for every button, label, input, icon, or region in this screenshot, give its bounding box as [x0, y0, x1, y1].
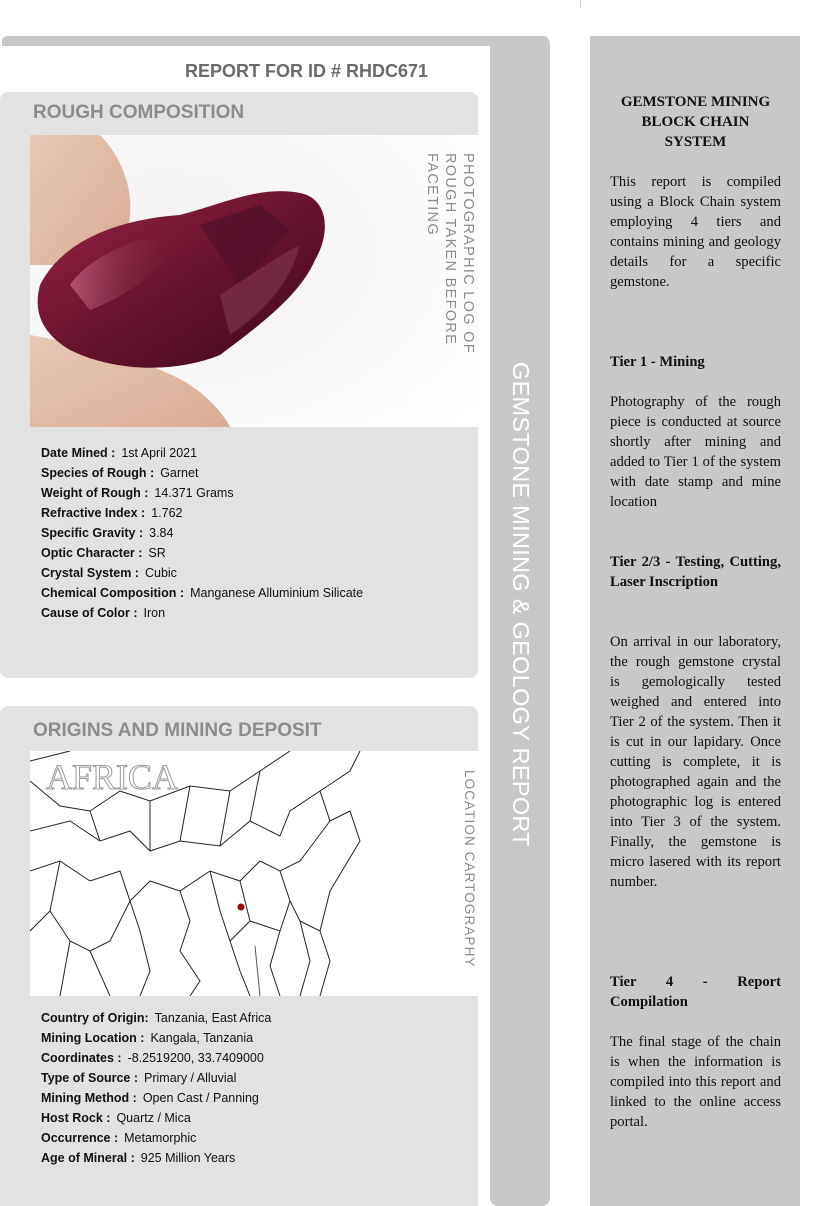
tier4-title: Tier 4 - Report Compilation	[610, 974, 781, 1010]
detail-row	[41, 523, 363, 543]
tier1-title: Tier 1 - Mining	[610, 354, 705, 370]
detail-label: Type of Source :	[41, 1071, 139, 1085]
map-caption	[460, 770, 478, 982]
rough-gemstone-photo	[30, 135, 478, 427]
detail-label: Chemical Composition :	[41, 586, 185, 600]
rough-details-list	[41, 443, 363, 623]
detail-value: Primary / Alluvial	[144, 1071, 237, 1085]
detail-row	[41, 1028, 271, 1048]
detail-label: Specific Gravity :	[41, 526, 144, 540]
detail-row	[41, 1148, 271, 1168]
africa-map-image	[30, 751, 478, 996]
sidebar-heading: GEMSTONE MINING BLOCK CHAIN SYSTEM	[620, 94, 771, 150]
detail-row	[41, 1008, 271, 1028]
photo-caption	[424, 153, 477, 413]
gemstone-photo-image	[30, 135, 478, 427]
detail-row	[41, 1088, 271, 1108]
detail-row	[41, 503, 363, 523]
detail-label: Mining Method :	[41, 1091, 137, 1105]
detail-row	[41, 1108, 271, 1128]
detail-row	[41, 1048, 271, 1068]
detail-label: Date Mined :	[41, 446, 116, 460]
spine-title-text: GEMSTONE MINING & GEOLOGY REPORT	[508, 362, 534, 847]
detail-value: SR	[148, 546, 166, 560]
detail-row	[41, 563, 363, 583]
tier23-title: Tier 2/3 - Testing, Cutting, Laser Inscription	[610, 554, 781, 590]
detail-label: Optic Character :	[41, 546, 143, 560]
detail-value: Cubic	[144, 566, 177, 580]
detail-value: 14.371 Grams	[154, 486, 234, 500]
detail-value: Tanzania, East Africa	[154, 1011, 272, 1025]
detail-label: Weight of Rough :	[41, 486, 149, 500]
detail-value: Quartz / Mica	[116, 1111, 191, 1125]
detail-value: Manganese Alluminium Silicate	[190, 586, 364, 600]
detail-value: Open Cast / Panning	[142, 1091, 259, 1105]
detail-label: Host Rock :	[41, 1111, 111, 1125]
detail-row	[41, 1068, 271, 1088]
photo-caption-text: PHOTOGRAPHIC LOG OF ROUGH TAKEN BEFORE FACETING	[424, 153, 476, 354]
detail-label: Mining Location :	[41, 1031, 145, 1045]
rough-composition-title: ROUGH COMPOSITION	[33, 102, 245, 123]
detail-row	[41, 463, 363, 483]
detail-row	[41, 443, 363, 463]
detail-label: Species of Rough :	[41, 466, 155, 480]
detail-value: -8.2519200, 33.7409000	[127, 1051, 264, 1065]
detail-label: Country of Origin:	[41, 1011, 149, 1025]
detail-value: 1.762	[151, 506, 183, 520]
detail-value: Iron	[143, 606, 166, 620]
tier4-text: The final stage of the chain is when the information is compiled into this report and linked to the online access portal.	[610, 1034, 781, 1130]
detail-label: Refractive Index :	[41, 506, 146, 520]
detail-label: Occurrence :	[41, 1131, 119, 1145]
detail-value: 925 Million Years	[140, 1151, 236, 1165]
report-id: REPORT FOR ID # RHDC671	[185, 61, 429, 81]
location-map	[30, 751, 478, 996]
sidebar-intro: This report is compiled using a Block Chain system employing 4 tiers and contains mining and geology details for a specific gemstone.	[610, 174, 781, 290]
detail-row	[41, 603, 363, 623]
detail-value: Garnet	[160, 466, 199, 480]
mine-location-marker	[238, 904, 245, 911]
spine-title	[503, 362, 539, 877]
detail-label: Crystal System :	[41, 566, 139, 580]
detail-value: Kangala, Tanzania	[150, 1031, 254, 1045]
detail-label: Coordinates :	[41, 1051, 122, 1065]
tier23-text: On arrival in our laboratory, the rough gemstone crystal is gemologically tested weighed and entered into Tier 2 of the system. Then it is cut in our lapidary. Once cutting is complete, it is photographed again and the photographic log is entered into Tier 3 of the system. Finally, the gemstone is micro lasered with its report number.	[610, 634, 781, 890]
tier1-text: Photography of the rough piece is conducted at source shortly after mining and added to Tier 1 of the system with date stamp and mine location	[610, 394, 781, 510]
top-divider-tick	[580, 0, 581, 8]
detail-row	[41, 1128, 271, 1148]
detail-value: Metamorphic	[124, 1131, 197, 1145]
map-caption-text: LOCATION CARTOGRAPHY	[462, 770, 477, 968]
detail-label: Cause of Color :	[41, 606, 138, 620]
detail-row	[41, 483, 363, 503]
map-region-label: AFRICA	[46, 757, 179, 797]
detail-row	[41, 543, 363, 563]
detail-label: Age of Mineral :	[41, 1151, 135, 1165]
detail-value: 3.84	[149, 526, 174, 540]
header-bar	[2, 36, 549, 46]
origin-details-list	[41, 1008, 271, 1168]
origins-title: ORIGINS AND MINING DEPOSIT	[33, 720, 322, 741]
detail-value: 1st April 2021	[121, 446, 198, 460]
detail-row	[41, 583, 363, 603]
